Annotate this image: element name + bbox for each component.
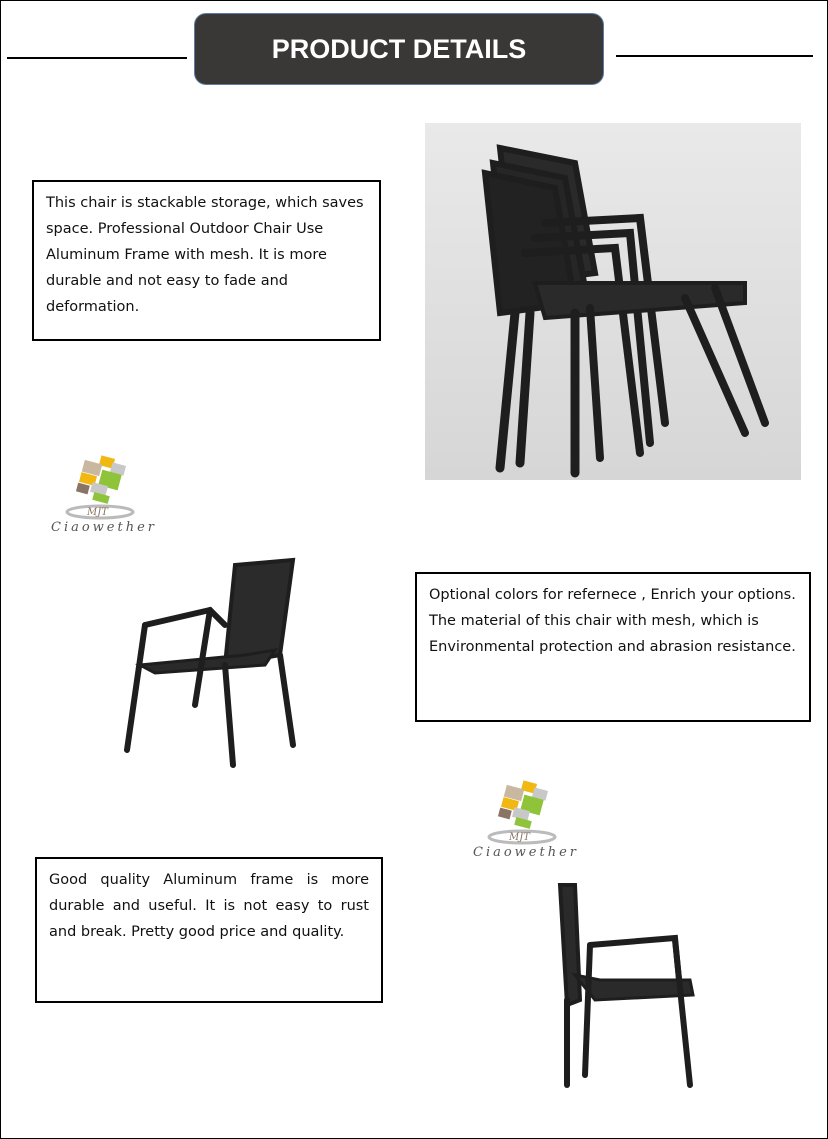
page-title-text: PRODUCT DETAILS xyxy=(271,33,527,64)
logo-mark-icon xyxy=(45,452,165,522)
description-text: This chair is stackable storage, which saves space. Professional Outdoor Chair Use Aluminum Frame with mesh. It is more durable and not easy to fade and deformation. xyxy=(46,195,364,315)
brand-logo xyxy=(45,452,165,547)
description-box-1 xyxy=(32,180,381,341)
page-title xyxy=(194,13,604,85)
logo-mark-icon xyxy=(467,777,587,847)
header-rule-right xyxy=(616,55,813,57)
description-box-2 xyxy=(415,572,811,722)
brand-logo xyxy=(467,777,587,872)
stacked-chairs-photo xyxy=(425,123,801,480)
chair-photo-front xyxy=(115,555,305,770)
logo-wordmark: Ciaowether xyxy=(473,845,580,860)
svg-text:MJT: MJT xyxy=(87,507,108,518)
header-rule-left xyxy=(7,57,187,59)
svg-text:MJT: MJT xyxy=(509,832,530,843)
description-text: Optional colors for refernece , Enrich your options. The material of this chair with mesh, which is Environmental protection and abrasion resistance. xyxy=(429,587,796,655)
description-text: Good quality Aluminum frame is more durable and useful. It is not easy to rust and break. Pretty good price and quality. xyxy=(49,872,369,940)
chair-photo-side xyxy=(555,880,705,1092)
logo-wordmark: Ciaowether xyxy=(51,520,158,535)
description-box-3 xyxy=(35,857,383,1003)
